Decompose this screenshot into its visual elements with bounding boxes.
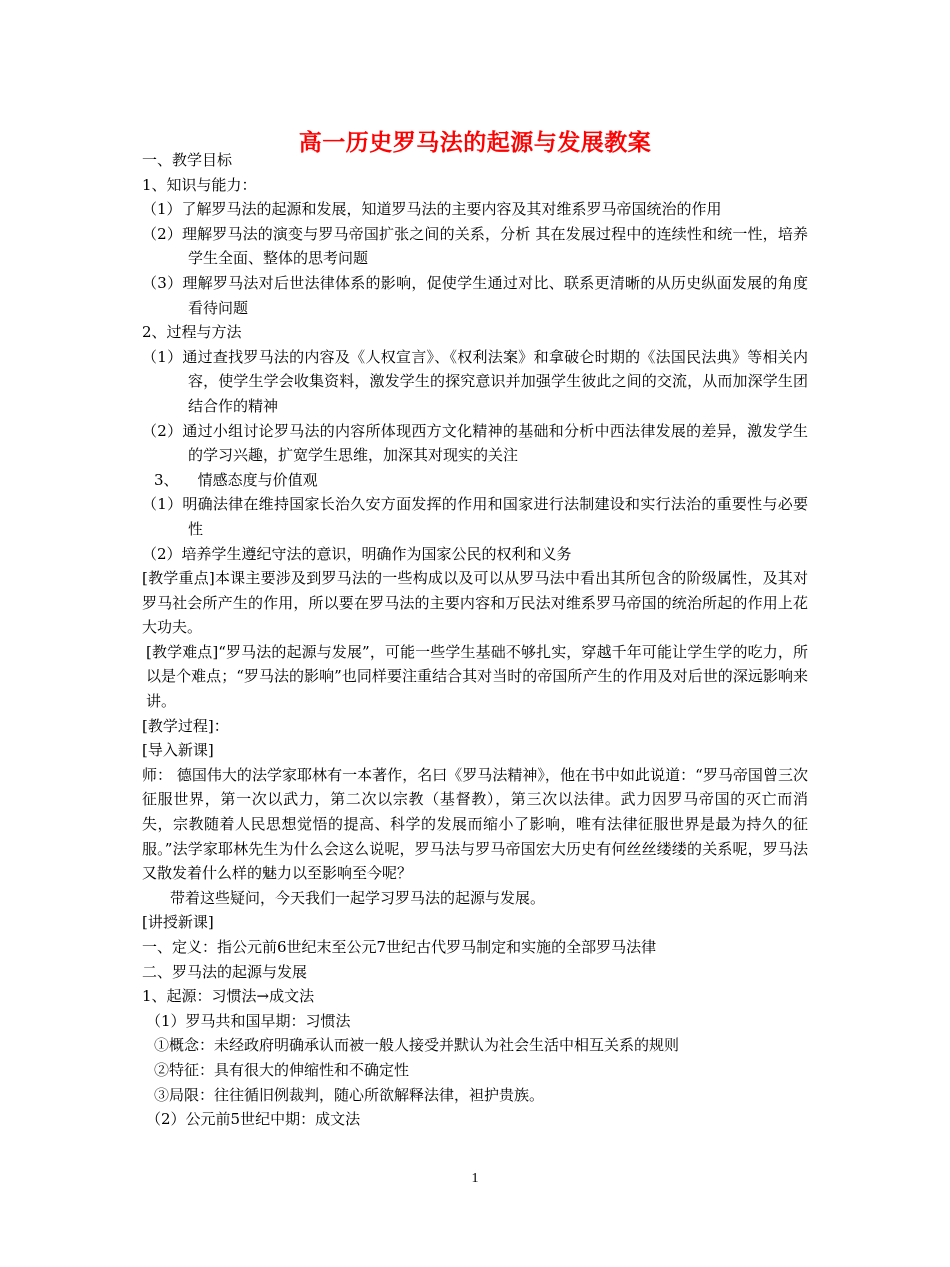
intro-heading: [导入新课] — [142, 741, 214, 760]
section-heading: 一、教学目标 — [142, 151, 233, 169]
section-heading: 二、罗马法的起源与发展 — [142, 962, 308, 981]
list-item: （2）理解罗马法的演变与罗马帝国扩张之间的关系，分析 其在发展过程中的连续性和统一性，培养学生全面、整体的思考问题 — [142, 224, 808, 268]
list-item: （1）罗马共和国早期：习惯法 — [146, 1011, 351, 1030]
list-item: （2）培养学生遵纪守法的意识，明确作为国家公民的权利和义务 — [142, 544, 572, 563]
list-item: （2）公元前5世纪中期：成文法 — [146, 1110, 361, 1129]
document-body — [142, 148, 808, 1132]
list-item: ①概念：未经政府明确承认而被一般人接受并默认为社会生活中相互关系的规则 — [154, 1036, 680, 1055]
definition-line: 一、定义：指公元前6世纪末至公元7世纪古代罗马制定和实施的全部罗马法律 — [142, 938, 657, 956]
subsection-heading: 1、起源：习惯法→成文法 — [142, 987, 315, 1006]
subsection-heading: 2、过程与方法 — [142, 323, 242, 342]
list-item: ③局限：往往循旧例裁判，随心所欲解释法律，袒护贵族。 — [154, 1085, 545, 1104]
subsection-heading: 1、知识与能力： — [142, 175, 257, 194]
transition-paragraph: 带着这些疑问，今天我们一起学习罗马法的起源与发展。 — [170, 888, 546, 907]
document-title: 高一历史罗马法的起源与发展教案 — [298, 130, 652, 156]
list-item: （2）通过小组讨论罗马法的内容所体现西方文化精神的基础和分析中西法律发展的差异，激发学生的学习兴趣，扩宽学生思维，加深其对现实的关注 — [142, 421, 808, 465]
list-item: （1）通过查找罗马法的内容及《人权宣言》、《权利法案》和拿破仑时期的《法国民法典》等相关内容，使学生学会收集资料，激发学生的探究意识并加强学生彼此之间的交流，从而加深学生团结合作的精神 — [142, 347, 808, 415]
list-item: （1）了解罗马法的起源和发展，知道罗马法的主要内容及其对维系罗马帝国统治的作用 — [142, 200, 722, 219]
subsection-heading: 3、 情感态度与价值观 — [154, 470, 318, 489]
key-point-paragraph: [教学重点]本课主要涉及到罗马法的一些构成以及可以从罗马法中看出其所包含的阶级属性，及其对罗马社会所产生的作用，所以要在罗马法的主要内容和万民法对维系罗马帝国的统治所起的作用上花大功夫。 — [142, 569, 808, 637]
teacher-paragraph: 师： 德国伟大的法学家耶林有一本著作，名曰《罗马法精神》，他在书中如此说道：“罗马帝国曾三次征服世界，第一次以武力，第二次以宗教（基督教），第三次以法律。武力因罗马帝国的灭亡而消失，宗教随着人民思想觉悟的提高、科学的发展而缩小了影响，唯有法律征服世界是最为持久的征服。”法学家耶林先生为什么会这么说呢，罗马法与罗马帝国宏大历史有何丝丝缕缕的关系呢，罗马法又散发着什么样的魅力以至影响至今呢？ — [142, 765, 808, 883]
lecture-heading: [讲授新课] — [142, 913, 214, 932]
difficulty-paragraph: [教学难点]“罗马法的起源与发展”，可能一些学生基础不够扎实，穿越千年可能让学生学的吃力，所以是个难点；“罗马法的影响”也同样要注重结合其对当时的帝国所产生的作用及对后世的深远影响来讲。 — [146, 642, 808, 711]
list-item: （1）明确法律在维持国家长治久安方面发挥的作用和国家进行法制建设和实行法治的重要性与必要性 — [142, 495, 808, 538]
list-item: （3）理解罗马法对后世法律体系的影响，促使学生通过对比、联系更清晰的从历史纵面发展的角度看待问题 — [142, 273, 808, 317]
process-heading: [教学过程]： — [142, 716, 229, 735]
list-item: ②特征：具有很大的伸缩性和不确定性 — [154, 1060, 410, 1079]
page-number: 1 — [471, 1171, 479, 1186]
